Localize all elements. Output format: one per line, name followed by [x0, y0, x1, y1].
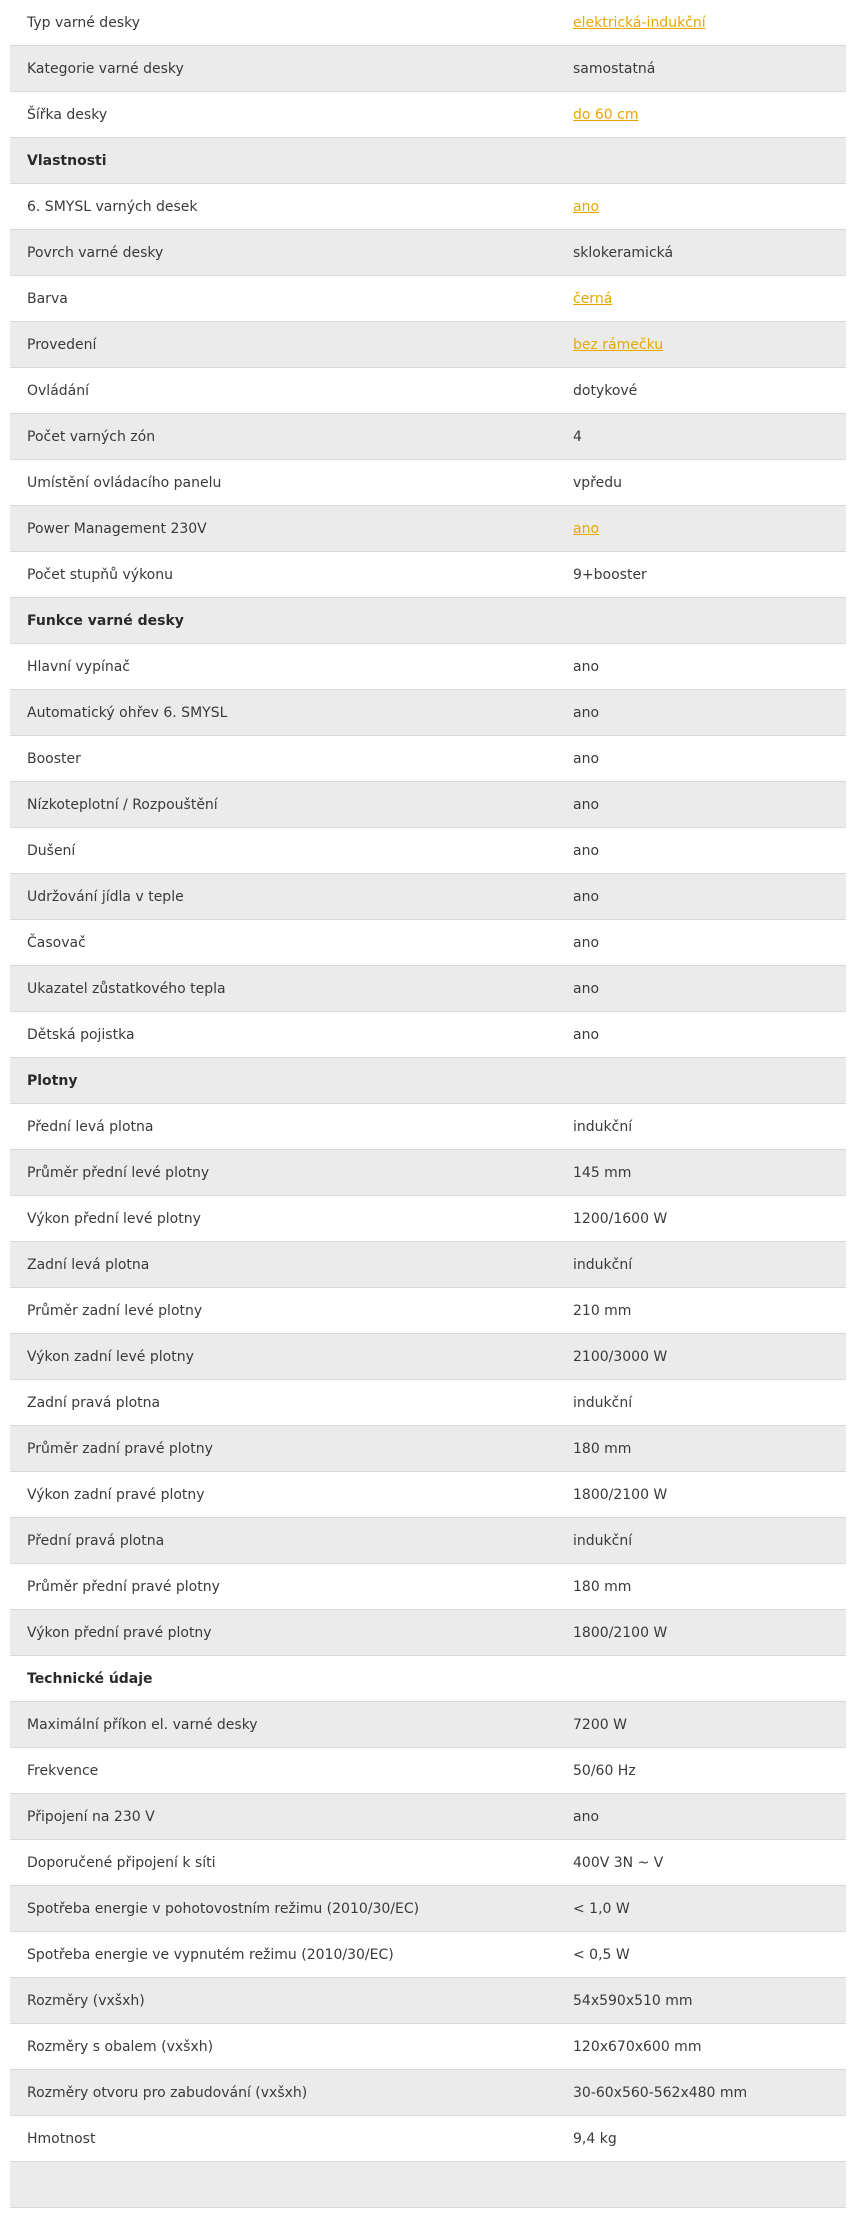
spec-label: Rozměry s obalem (vxšxh) — [27, 2038, 214, 2055]
spec-label: Spotřeba energie ve vypnutém režimu (2010/30/EC) — [27, 1946, 394, 1963]
spec-row — [10, 230, 846, 276]
spec-value-cell — [573, 1947, 846, 1963]
spec-value: ano — [573, 1808, 600, 1825]
spec-row — [10, 184, 846, 230]
spec-label: Počet stupňů výkonu — [27, 566, 173, 583]
spec-label: Počet varných zón — [27, 428, 156, 445]
spec-value-cell — [573, 567, 846, 583]
spec-value: ano — [573, 888, 600, 905]
spec-value: ano — [573, 842, 600, 859]
spec-value-cell — [573, 1855, 846, 1871]
spec-label: Dětská pojistka — [27, 1026, 135, 1043]
spec-value: indukční — [573, 1394, 633, 1411]
spec-value-cell — [573, 935, 846, 951]
spec-row — [10, 0, 846, 46]
spec-value-cell — [573, 245, 846, 261]
spec-row — [10, 1150, 846, 1196]
spec-row — [10, 1610, 846, 1656]
spec-row — [10, 1426, 846, 1472]
spec-value: dotykové — [573, 382, 638, 399]
spec-value-cell — [573, 1027, 846, 1043]
spec-row — [10, 1932, 846, 1978]
spec-label: Výkon zadní pravé plotny — [27, 1486, 205, 1503]
spec-row — [10, 874, 846, 920]
spec-value: ano — [573, 980, 600, 997]
spec-label: Časovač — [27, 934, 86, 951]
spec-row — [10, 1748, 846, 1794]
spec-value-link[interactable]: černá — [573, 290, 613, 307]
spec-row — [10, 966, 846, 1012]
spec-row — [10, 46, 846, 92]
spec-value: 1200/1600 W — [573, 1210, 668, 1227]
spec-row — [10, 1702, 846, 1748]
spec-label: Hlavní vypínač — [27, 658, 130, 675]
spec-label: Výkon přední pravé plotny — [27, 1624, 212, 1641]
section-title: Plotny — [27, 1072, 78, 1089]
spec-row — [10, 644, 846, 690]
spec-label: Rozměry otvoru pro zabudování (vxšxh) — [27, 2084, 308, 2101]
spec-label: Maximální příkon el. varné desky — [27, 1716, 258, 1733]
spec-row — [10, 1380, 846, 1426]
spec-value-cell — [573, 1119, 846, 1135]
spec-value-cell — [573, 2039, 846, 2055]
spec-value-link[interactable]: elektrická-indukční — [573, 14, 706, 31]
spec-value-cell — [573, 1487, 846, 1503]
spec-value-link[interactable]: ano — [573, 520, 600, 537]
spec-label: Šířka desky — [27, 106, 108, 123]
spec-value-cell — [573, 1625, 846, 1641]
spec-label: Zadní pravá plotna — [27, 1394, 161, 1411]
spec-label: Průměr zadní pravé plotny — [27, 1440, 213, 1457]
spec-row — [10, 1886, 846, 1932]
spec-label: Doporučené připojení k síti — [27, 1854, 216, 1871]
spec-value-cell — [573, 1303, 846, 1319]
spec-label: Průměr přední pravé plotny — [27, 1578, 220, 1595]
spec-row — [10, 414, 846, 460]
spec-row — [10, 2024, 846, 2070]
spec-label: Přední levá plotna — [27, 1118, 154, 1135]
spec-value: 4 — [573, 428, 582, 445]
spec-value-cell — [573, 1165, 846, 1181]
spec-row — [10, 782, 846, 828]
spec-value: 9,4 kg — [573, 2130, 617, 2147]
spec-row — [10, 276, 846, 322]
spec-row — [10, 1104, 846, 1150]
spec-row — [10, 1564, 846, 1610]
spec-label: Rozměry (vxšxh) — [27, 1992, 145, 2009]
spec-value: 1800/2100 W — [573, 1486, 668, 1503]
spec-value: 1800/2100 W — [573, 1624, 668, 1641]
spec-label: Typ varné desky — [27, 14, 140, 31]
spec-label: Povrch varné desky — [27, 244, 164, 261]
spec-value-cell — [573, 521, 846, 537]
spec-value: ano — [573, 658, 600, 675]
spec-label: Průměr zadní levé plotny — [27, 1302, 203, 1319]
section-title: Funkce varné desky — [27, 612, 184, 629]
spec-row — [10, 1472, 846, 1518]
section-header-row — [10, 138, 846, 184]
spec-row — [10, 460, 846, 506]
spec-value: ano — [573, 750, 600, 767]
section-title: Technické údaje — [27, 1670, 153, 1687]
spec-row — [10, 1840, 846, 1886]
spec-value: ano — [573, 1026, 600, 1043]
spec-value: 180 mm — [573, 1578, 632, 1595]
spec-value: 2100/3000 W — [573, 1348, 668, 1365]
spec-label: Zadní levá plotna — [27, 1256, 150, 1273]
spec-value: vpředu — [573, 474, 622, 491]
spec-label: Průměr přední levé plotny — [27, 1164, 210, 1181]
spec-value-cell — [573, 61, 846, 77]
spec-row — [10, 920, 846, 966]
spec-value-cell — [573, 1763, 846, 1779]
spec-label: Výkon přední levé plotny — [27, 1210, 201, 1227]
spec-value-cell — [573, 889, 846, 905]
spec-value-link[interactable]: do 60 cm — [573, 106, 639, 123]
spec-label: Frekvence — [27, 1762, 99, 1779]
spec-value: 180 mm — [573, 1440, 632, 1457]
spec-value-cell — [573, 383, 846, 399]
spec-value: sklokeramická — [573, 244, 674, 261]
spec-value-cell — [573, 107, 846, 123]
spec-value-cell — [573, 199, 846, 215]
spec-row — [10, 2116, 846, 2162]
spec-value-cell — [573, 429, 846, 445]
spec-label: Udržování jídla v teple — [27, 888, 184, 905]
spec-value: ano — [573, 704, 600, 721]
spec-value-cell — [573, 751, 846, 767]
spec-label: Kategorie varné desky — [27, 60, 184, 77]
spec-label: Umístění ovládacího panelu — [27, 474, 222, 491]
spec-label: Provedení — [27, 336, 97, 353]
spec-value: 210 mm — [573, 1302, 632, 1319]
spec-value-cell — [573, 1533, 846, 1549]
spec-value-link[interactable]: ano — [573, 198, 600, 215]
section-title: Vlastnosti — [27, 152, 107, 169]
spec-label: Nízkoteplotní / Rozpouštění — [27, 796, 218, 813]
spec-label: Spotřeba energie v pohotovostním režimu (2010/30/EC) — [27, 1900, 420, 1917]
spec-value-link[interactable]: bez rámečku — [573, 336, 664, 353]
spec-label: Power Management 230V — [27, 520, 207, 537]
spec-row — [10, 828, 846, 874]
spec-value-cell — [573, 2131, 846, 2147]
spec-value: indukční — [573, 1256, 633, 1273]
spec-value: indukční — [573, 1532, 633, 1549]
spec-value: < 1,0 W — [573, 1900, 630, 1917]
spec-label: Hmotnost — [27, 2130, 96, 2147]
spec-value-cell — [573, 475, 846, 491]
spec-value-cell — [573, 1349, 846, 1365]
spec-value: samostatná — [573, 60, 656, 77]
spec-value-cell — [573, 1717, 846, 1733]
spec-value-cell — [573, 15, 846, 31]
section-header-row — [10, 1058, 846, 1104]
spec-value: 145 mm — [573, 1164, 632, 1181]
spec-label: Automatický ohřev 6. SMYSL — [27, 704, 228, 721]
spec-value: 120x670x600 mm — [573, 2038, 702, 2055]
spec-row — [10, 2162, 846, 2208]
spec-value-cell — [573, 843, 846, 859]
spec-row — [10, 1518, 846, 1564]
spec-label: Připojení na 230 V — [27, 1808, 155, 1825]
spec-label: Ovládání — [27, 382, 90, 399]
spec-label: Ukazatel zůstatkového tepla — [27, 980, 226, 997]
spec-row — [10, 506, 846, 552]
spec-row — [10, 92, 846, 138]
spec-value: ano — [573, 934, 600, 951]
spec-value-cell — [573, 2085, 846, 2101]
spec-value-cell — [573, 797, 846, 813]
spec-row — [10, 736, 846, 782]
spec-value-cell — [573, 1441, 846, 1457]
spec-label: Barva — [27, 290, 68, 307]
spec-value: 7200 W — [573, 1716, 627, 1733]
spec-row — [10, 1012, 846, 1058]
spec-value-cell — [573, 1579, 846, 1595]
spec-row — [10, 690, 846, 736]
spec-label: 6. SMYSL varných desek — [27, 198, 198, 215]
spec-value-cell — [573, 1809, 846, 1825]
spec-label: Přední pravá plotna — [27, 1532, 165, 1549]
spec-value: 50/60 Hz — [573, 1762, 636, 1779]
spec-value-cell — [573, 1901, 846, 1917]
spec-value-cell — [573, 291, 846, 307]
spec-row — [10, 1978, 846, 2024]
spec-value: 30-60x560-562x480 mm — [573, 2084, 748, 2101]
spec-value: 9+booster — [573, 566, 647, 583]
spec-row — [10, 2070, 846, 2116]
spec-row — [10, 1196, 846, 1242]
spec-row — [10, 1794, 846, 1840]
spec-value-cell — [573, 659, 846, 675]
spec-value: ano — [573, 796, 600, 813]
spec-label: Booster — [27, 750, 81, 767]
spec-value: 54x590x510 mm — [573, 1992, 693, 2009]
spec-value: < 0,5 W — [573, 1946, 630, 1963]
spec-value-cell — [573, 1993, 846, 2009]
spec-value-cell — [573, 337, 846, 353]
spec-value: 400V 3N ~ V — [573, 1854, 664, 1871]
spec-value-cell — [573, 1211, 846, 1227]
spec-value-cell — [573, 1257, 846, 1273]
spec-row — [10, 322, 846, 368]
spec-row — [10, 552, 846, 598]
specification-table — [10, 0, 846, 2208]
section-header-row — [10, 1656, 846, 1702]
spec-value: indukční — [573, 1118, 633, 1135]
spec-row — [10, 1242, 846, 1288]
spec-row — [10, 368, 846, 414]
spec-row — [10, 1288, 846, 1334]
spec-value-cell — [573, 1395, 846, 1411]
spec-label: Dušení — [27, 842, 76, 859]
spec-value-cell — [573, 705, 846, 721]
spec-value-cell — [573, 981, 846, 997]
spec-label: Výkon zadní levé plotny — [27, 1348, 194, 1365]
spec-row — [10, 1334, 846, 1380]
section-header-row — [10, 598, 846, 644]
